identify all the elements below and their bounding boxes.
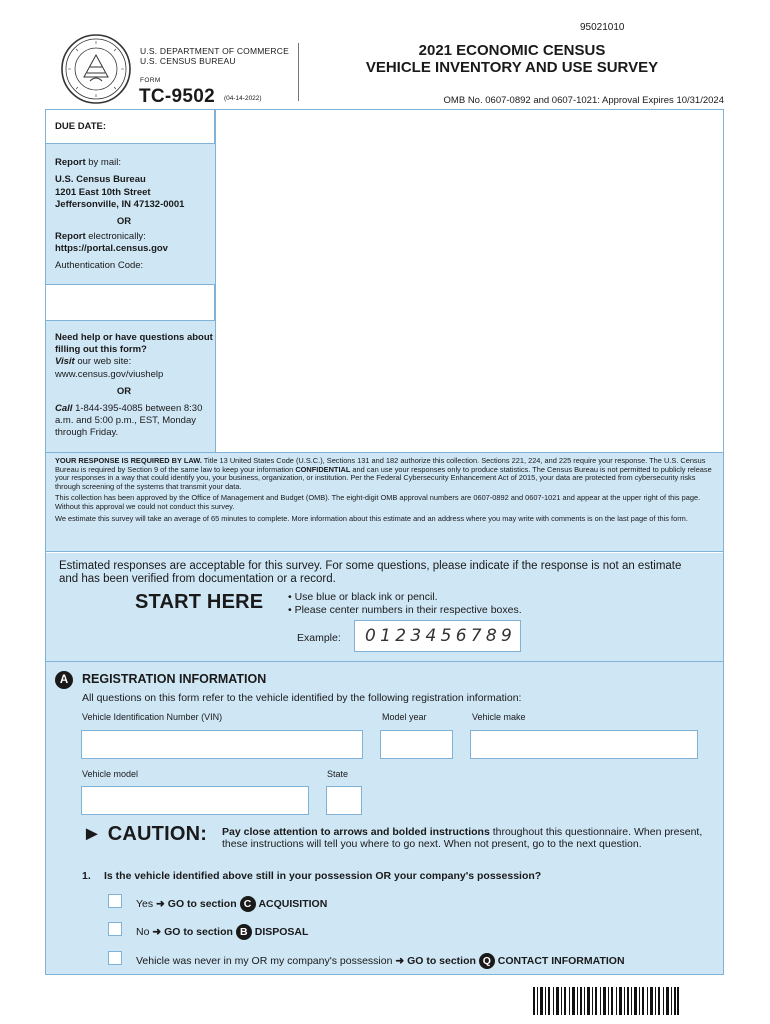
start-instructions: • Use blue or black ink or pencil. • Please center numbers in their respective boxes. bbox=[288, 591, 522, 616]
section-a-badge: A bbox=[55, 671, 73, 689]
section-q-badge: Q bbox=[479, 953, 495, 969]
center-instruction: Please center numbers in their respective boxes. bbox=[294, 604, 522, 616]
option-never-section: CONTACT INFORMATION bbox=[497, 954, 625, 967]
section-a-title: REGISTRATION INFORMATION bbox=[82, 672, 267, 686]
electronically-text: electronically: bbox=[85, 231, 146, 243]
question-1-number: 1. bbox=[82, 870, 91, 882]
header-divider bbox=[298, 43, 299, 101]
form-label: FORM bbox=[140, 77, 161, 84]
call-word: Call bbox=[55, 403, 73, 415]
form-date: (04-14-2022) bbox=[224, 95, 262, 102]
agency-name bbox=[140, 46, 289, 66]
or-separator: OR bbox=[116, 215, 132, 227]
omb-approval: OMB No. 0607-0892 and 0607-1021: Approval Expires 10/31/2024 bbox=[443, 95, 724, 106]
visit-text: our web site: bbox=[74, 356, 132, 368]
option-yes-goto: ➜ GO to section bbox=[153, 897, 240, 910]
caution-bold: Pay close attention to arrows and bolded instructions bbox=[222, 826, 490, 838]
mail-address-line-3: Jeffersonville, IN 47132-0001 bbox=[55, 199, 185, 211]
form-frame bbox=[45, 109, 724, 975]
form-title bbox=[330, 42, 694, 76]
title-line-2: VEHICLE INVENTORY AND USE SURVEY bbox=[365, 59, 659, 76]
vehicle-make-label: Vehicle make bbox=[472, 712, 526, 722]
option-no-label: No bbox=[136, 925, 150, 938]
census-seal-logo bbox=[60, 33, 132, 105]
report-word: Report bbox=[55, 157, 86, 168]
due-date-label: DUE DATE: bbox=[55, 121, 107, 132]
vehicle-model-label: Vehicle model bbox=[82, 769, 139, 779]
ink-instruction: Use blue or black ink or pencil. bbox=[294, 591, 438, 603]
example-digits: 0123456789 bbox=[354, 620, 521, 652]
help-question: Need help or have questions about filling out this form? bbox=[55, 332, 213, 356]
form-number: TC-9502 bbox=[139, 86, 216, 107]
legal-confidential: CONFIDENTIAL bbox=[295, 464, 351, 474]
option-yes-label: Yes bbox=[136, 897, 154, 910]
agency-line-1: U.S. DEPARTMENT OF COMMERCE bbox=[140, 46, 289, 56]
agency-line-2: U.S. CENSUS BUREAU bbox=[140, 56, 236, 66]
caution-rest: throughout this questionnaire. When present, these instructions will tell you where to go next. When not present, go to the next question. bbox=[222, 826, 703, 851]
legal-burden-paragraph: We estimate this survey will take an average of 65 minutes to complete. More information about this estimate and an address where you may write with comments is on the last page of this form. bbox=[55, 513, 688, 523]
barcode bbox=[533, 987, 679, 1015]
option-no-goto: ➜ GO to section bbox=[149, 925, 236, 938]
auth-code-label: Authentication Code: bbox=[55, 259, 144, 271]
legal-text-b: and can use your responses only to produce statistics. The Census Bureau is not permitted to publicly release your responses in a way that could identify you, your business, organization, or institution. Per the Federal Cybersecurity Enhancement Act of 2015, your data are protected from cybersecurity risks through screening of the systems that transmit your data. bbox=[55, 464, 712, 491]
start-here-heading: START HERE bbox=[135, 591, 264, 613]
option-never-goto: ➜ GO to section bbox=[392, 954, 479, 967]
option-never-label: Vehicle was never in my OR my company's possession bbox=[136, 954, 393, 967]
visit-word: Visit bbox=[55, 356, 75, 368]
legal-omb-paragraph: This collection has been approved by the Office of Management and Budget (OMB). The eight-digit OMB approval numbers are 0607-0892 and 0607-1021 and appear at the upper right of this page. Without this approval we could not conduct this survey. bbox=[55, 493, 701, 511]
section-b-badge: B bbox=[236, 924, 252, 940]
section-c-badge: C bbox=[240, 896, 256, 912]
estimate-notice: Estimated responses are acceptable for this survey. For some questions, please indicate if the response is not an estimate and has been verified from documentation or a record. bbox=[59, 560, 682, 585]
legal-required-heading: YOUR RESPONSE IS REQUIRED BY LAW. bbox=[55, 456, 202, 465]
title-line-1: 2021 ECONOMIC CENSUS bbox=[418, 42, 606, 59]
caution-heading: ► CAUTION: bbox=[82, 823, 208, 845]
report-word-2: Report bbox=[55, 231, 86, 243]
help-url[interactable]: www.census.gov/viushelp bbox=[55, 368, 164, 380]
form-id-code: 95021010 bbox=[580, 22, 625, 33]
legal-text-a: Title 13 United States Code (U.S.C.), Sections 131 and 182 authorize this collection. Sections 221, 224, and 225 require your response. The U.S. Census Bureau is required by Section 9 of the same law to keep your information bbox=[55, 456, 706, 474]
state-label: State bbox=[327, 769, 349, 779]
portal-link[interactable]: https://portal.census.gov bbox=[55, 243, 168, 255]
vin-label: Vehicle Identification Number (VIN) bbox=[82, 712, 223, 722]
question-1-text: Is the vehicle identified above still in your possession OR your company's possession? bbox=[104, 870, 542, 882]
option-yes-section: ACQUISITION bbox=[258, 897, 328, 910]
mail-address-line-2: 1201 East 10th Street bbox=[55, 186, 151, 198]
option-no-section: DISPOSAL bbox=[254, 925, 309, 938]
example-label: Example: bbox=[297, 632, 341, 644]
model-year-label: Model year bbox=[382, 712, 427, 722]
or-separator-2: OR bbox=[116, 385, 132, 397]
call-text: 1-844-395-4085 between 8:30 a.m. and 5:00 p.m., EST, Monday through Friday. bbox=[55, 403, 203, 439]
by-mail-text: by mail: bbox=[85, 157, 121, 168]
section-a-intro: All questions on this form refer to the vehicle identified by the following registration information: bbox=[82, 692, 522, 704]
mail-address-line-1: U.S. Census Bureau bbox=[55, 174, 146, 186]
